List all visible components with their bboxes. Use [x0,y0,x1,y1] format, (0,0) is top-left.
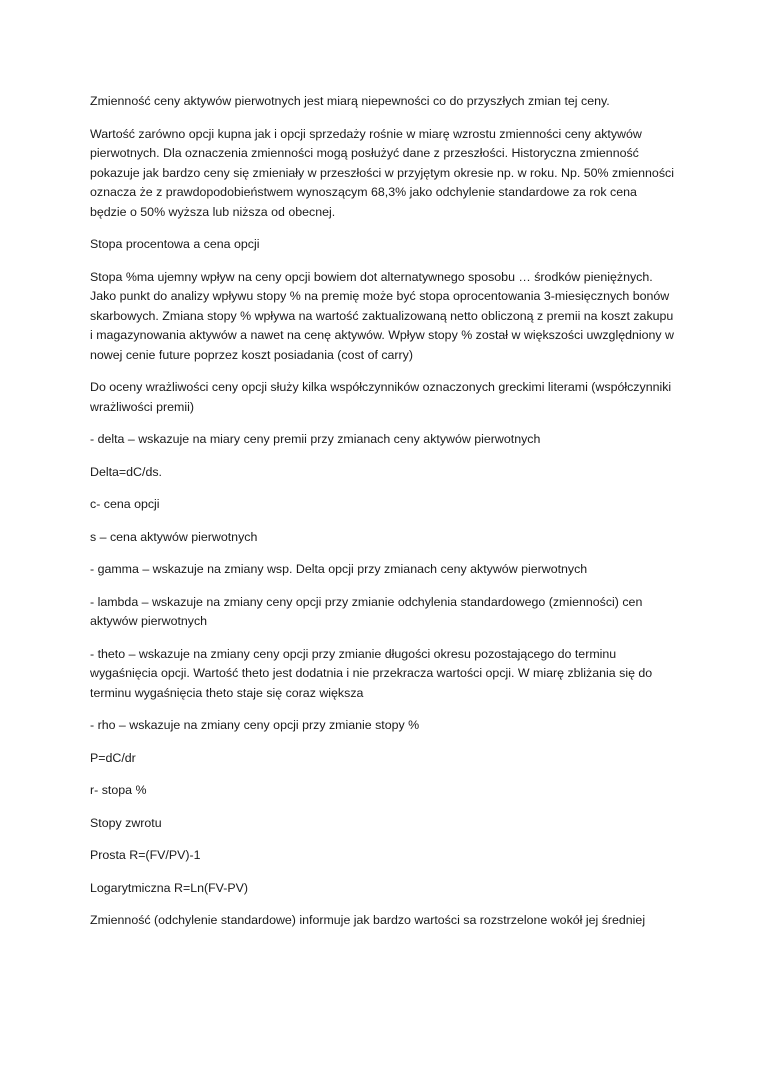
paragraph-volatility-definition: Zmienność ceny aktywów pierwotnych jest miarą niepewności co do przyszłych zmian tej ceny. [90,94,610,108]
list-item-gamma: - gamma – wskazuje na zmiany wsp. Delta opcji przy zmianach ceny aktywów pierwotnych [90,562,588,576]
section-heading-interest-rate: Stopa procentowa a cena opcji [90,237,260,251]
section-heading-returns: Stopy zwrotu [90,815,162,830]
list-item-rho: - rho – wskazuje na zmiany ceny opcji przy zmianie stopy % [90,718,420,732]
paragraph-volatility-effect: Wartość zarówno opcji kupna jak i opcji sprzedaży rośnie w miarę wzrostu zmienności ceny aktywów pierwotnych. Dla oznaczenia zmienności mogą posłużyć dane z przeszłości. Historyczna zmienność pokazuje jak bardzo ceny się zmieniały w przeszłości w przyjętym okresie np. w roku. Np. 50% zmienności oznacza że z prawdopodobieństwem wynoszącym 68,3% jako odchylenie standardowe za rok cena będzie o 50% wyższa lub niższa od obecnej. [90,126,674,219]
list-item-delta: - delta – wskazuje na miary ceny premii przy zmianach ceny aktywów pierwotnych [90,432,541,446]
definition-s: s – cena aktywów pierwotnych [90,529,258,544]
formula-delta: Delta=dC/ds. [90,464,162,479]
definition-r: r- stopa % [90,783,147,797]
formula-simple-return: Prosta R=(FV/PV)-1 [90,848,201,862]
list-item-theto: - theto – wskazuje na zmiany ceny opcji przy zmianie długości okresu pozostającego do terminu wygaśnięcia opcji. Wartość theto jest dodatnia i nie przekracza wartości opcji. W miarę zbliżania się do terminu wygaśnięcia theto staje się coraz większa [90,646,653,700]
list-item-lambda: - lambda – wskazuje na zmiany ceny opcji przy zmianie odchylenia standardowego (zmienności) cen aktywów pierwotnych [90,594,643,628]
formula-log-return: Logarytmiczna R=Ln(FV-PV) [90,880,249,895]
paragraph-interest-rate-effect: Stopa %ma ujemny wpływ na ceny opcji bowiem dot alternatywnego sposobu … środków pieniężnych. Jako punkt do analizy wpływu stopy % na premię może być stopa oprocentowania 3-miesięcznych bonów skarbowych. Zmiana stopy % wpływa na wartość zaktualizowaną netto obliczoną z premii na koszt zakupu i magazynowania aktywów a nawet na cenę aktywów. Wpływ stopy % został w większości uwzględniony w nowej cenie future poprzez koszt posiadania (cost of carry) [90,269,674,362]
paragraph-standard-deviation: Zmienność (odchylenie standardowe) informuje jak bardzo wartości sa rozstrzelone wokół jej średniej [90,913,646,927]
formula-rho: P=dC/dr [90,750,136,765]
paragraph-sensitivity-coefficients: Do oceny wrażliwości ceny opcji służy kilka współczynników oznaczonych greckimi literami (współczynniki wrażliwości premii) [90,380,672,414]
document-body [90,92,675,944]
definition-c: c- cena opcji [90,497,160,511]
